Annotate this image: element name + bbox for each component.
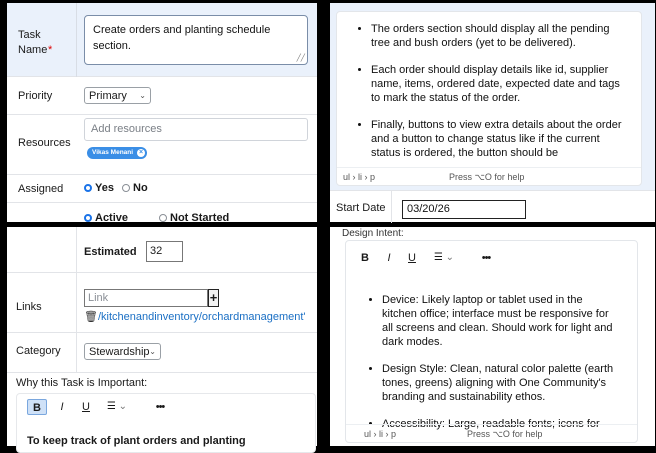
- chevron-down-icon: ⌄: [149, 347, 156, 356]
- list-item: • Design Style: Clean, natural color palette (earth tones, greens) aligning with One Community's branding and sustainability ethos.: [382, 362, 619, 404]
- why-important-text: To keep track of plant orders and planting: [27, 435, 246, 447]
- underline-button[interactable]: U: [408, 252, 416, 264]
- assigned-label: Assigned: [18, 183, 64, 195]
- priority-label: Priority: [18, 90, 53, 102]
- category-label: Category: [16, 345, 61, 357]
- list-dropdown-button[interactable]: [101, 399, 133, 415]
- status-not-started-option[interactable]: Not Started: [159, 212, 229, 224]
- description-panel: [330, 3, 655, 222]
- description-list: [337, 22, 641, 160]
- list-item: • Finally, buttons to view extra details about the order and a button to change status like if the current status is ordered, the button should be: [371, 118, 625, 160]
- status-active-option[interactable]: Active: [84, 212, 128, 224]
- trash-icon[interactable]: 🗑: [84, 311, 98, 323]
- divider: [7, 332, 317, 333]
- list-item: • Accessibility: Large, readable fonts; icons for: [382, 417, 619, 431]
- assigned-no-option[interactable]: No: [122, 182, 148, 194]
- bold-button[interactable]: B: [27, 399, 47, 415]
- add-link-button[interactable]: +: [209, 290, 218, 305]
- task-name-label: Task Name*: [18, 29, 53, 56]
- resize-grip-icon[interactable]: ╱╱: [296, 55, 305, 62]
- help-hint: Press ⌥O for help: [449, 172, 525, 182]
- task-form-top-panel: [7, 3, 317, 222]
- chevron-down-icon: ⌄: [139, 91, 146, 100]
- more-button[interactable]: •••: [155, 401, 165, 413]
- radio-selected-icon[interactable]: [84, 214, 92, 222]
- editor-toolbar: [17, 394, 315, 420]
- radio-icon[interactable]: [122, 184, 130, 192]
- chevron-down-icon: ⌄: [115, 401, 128, 412]
- list-item: • The orders section should display all the pending tree and bush orders (yet to be delivered).: [371, 22, 625, 50]
- numbered-list-icon: ☰: [106, 401, 116, 412]
- category-select[interactable]: Stewardship ⌄: [84, 343, 161, 360]
- required-mark: *: [48, 44, 53, 56]
- element-path[interactable]: ul › li › p: [343, 172, 376, 182]
- start-date-input[interactable]: 03/20/26: [402, 200, 526, 219]
- list-dropdown-button[interactable]: [428, 250, 460, 266]
- resources-row: [7, 115, 317, 175]
- description-editor[interactable]: [336, 11, 642, 186]
- assigned-row: [7, 175, 317, 203]
- priority-row: [7, 77, 317, 115]
- more-button[interactable]: •••: [481, 252, 491, 264]
- priority-select[interactable]: Primary ⌄: [84, 87, 151, 104]
- links-label: Links: [16, 301, 42, 313]
- resources-label: Resources: [18, 137, 71, 149]
- task-name-textarea[interactable]: Create orders and planting schedule section. ╱╱: [84, 15, 308, 65]
- resource-chip: Vikas Menani ×: [87, 147, 147, 159]
- element-path[interactable]: ul › li › p: [364, 429, 397, 439]
- column-divider: [76, 227, 77, 372]
- estimated-label: Estimated: [84, 246, 137, 258]
- status-row: [7, 203, 317, 222]
- assigned-yes-option[interactable]: Yes: [84, 182, 114, 194]
- editor-status-bar: [346, 424, 637, 442]
- underline-button[interactable]: U: [82, 401, 90, 413]
- why-important-label: Why this Task is Important:: [16, 377, 148, 389]
- link-item[interactable]: 🗑/kitchenandinventory/orchardmanagement': [84, 311, 306, 323]
- design-intent-editor-body[interactable]: [346, 293, 637, 430]
- design-intent-panel: [330, 227, 655, 446]
- start-date-row: [330, 190, 655, 222]
- divider: [7, 372, 317, 373]
- bold-button[interactable]: B: [361, 252, 369, 264]
- list-item: • Device: Likely laptop or tablet used in the kitchen office; interface must be responsive for all screens and clean. Should work for light and dark modes.: [382, 293, 619, 349]
- help-hint: Press ⌥O for help: [467, 429, 543, 439]
- task-form-bottom-panel: [7, 227, 317, 446]
- remove-chip-icon[interactable]: ×: [139, 149, 144, 156]
- italic-button[interactable]: I: [387, 252, 391, 264]
- link-input[interactable]: Link: [84, 289, 208, 307]
- editor-status-bar: [337, 167, 641, 185]
- list-item: • Each order should display details like id, supplier name, items, ordered date, expected date and tags to mark the status of the order.: [371, 63, 625, 105]
- radio-icon[interactable]: [159, 214, 167, 222]
- design-intent-label: Design Intent:: [342, 228, 404, 239]
- resources-input[interactable]: Add resources: [84, 118, 308, 141]
- design-intent-editor[interactable]: [345, 240, 638, 443]
- divider: [7, 272, 317, 273]
- chevron-down-icon: ⌄: [442, 252, 455, 263]
- numbered-list-icon: ☰: [433, 252, 443, 263]
- radio-selected-icon[interactable]: [84, 184, 92, 192]
- task-name-row: [7, 3, 317, 77]
- description-editor-body[interactable]: [337, 22, 641, 162]
- estimated-hours-input[interactable]: 32: [146, 241, 183, 262]
- why-important-editor[interactable]: [16, 393, 316, 453]
- start-date-label: Start Date: [336, 202, 386, 214]
- design-intent-list: [346, 293, 637, 431]
- editor-toolbar: [346, 241, 637, 273]
- italic-button[interactable]: I: [60, 401, 64, 413]
